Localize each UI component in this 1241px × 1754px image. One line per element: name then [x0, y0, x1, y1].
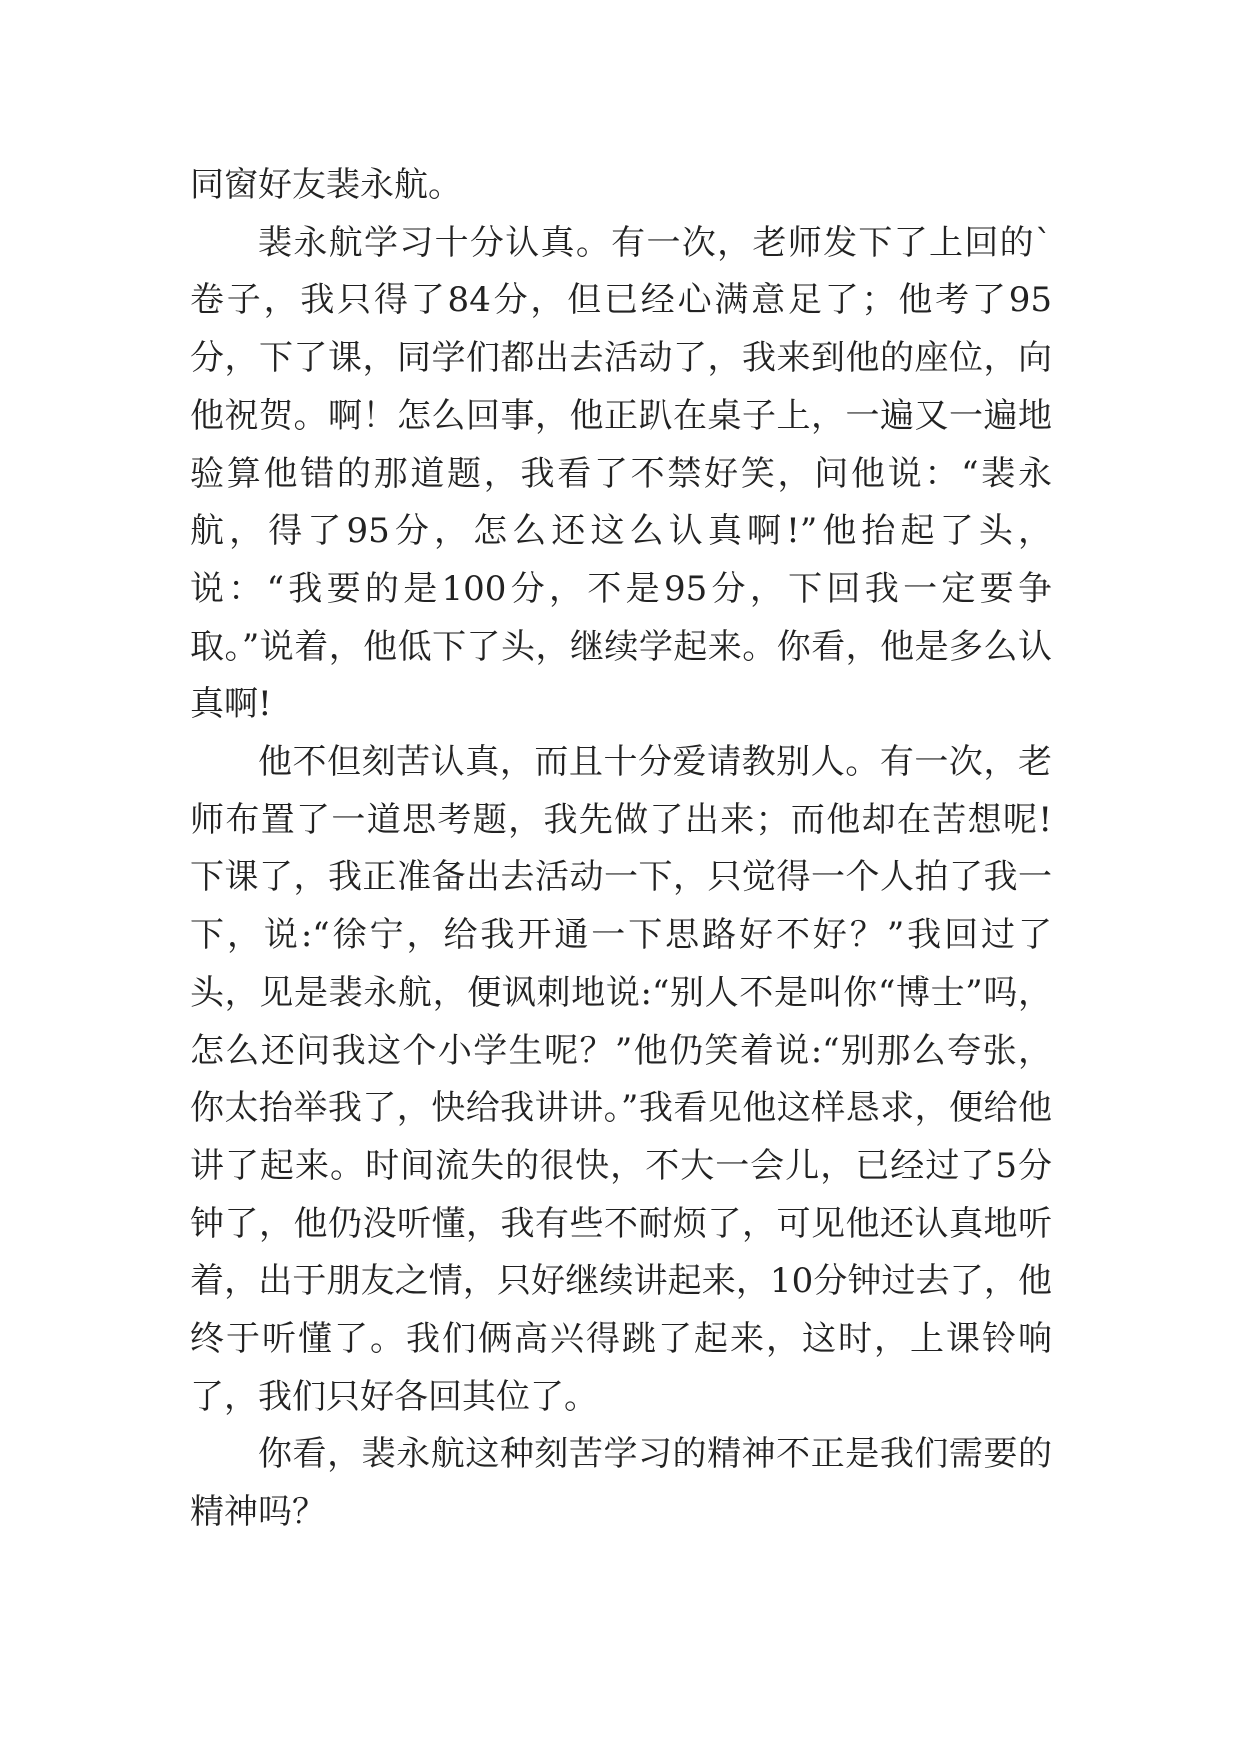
paragraph-4: 你看，裴永航这种刻苦学习的精神不正是我们需要的精神吗？ — [190, 1434, 1052, 1533]
document-body — [190, 157, 1052, 1542]
paragraph-3: 他不但刻苦认真，而且十分爱请教别人。有一次，老师布置了一道思考题，我先做了出来；而他却在苦想呢!下课了，我正准备出去活动一下，只觉得一个人拍了我一下，说:“徐宁，给我开通一下思路好不好？”我回过了头，见是裴永航，便讽刺地说:“别人不是叫你“博士”吗，怎么还问我这个小学生呢？”他仍笑着说:“别那么夸张，你太抬举我了，快给我讲讲。”我看见他这样恳求，便给他讲了起来。时间流失的很快，不大一会儿，已经过了5分钟了，他仍没听懂，我有些不耐烦了，可见他还认真地听着，出于朋友之情，只好继续讲起来，10分钟过去了，他终于听懂了。我们俩高兴得跳了起来，这时，上课铃响了，我们只好各回其位了。 — [190, 742, 1052, 1417]
paragraph-1: 同窗好友裴永航。 — [190, 165, 462, 205]
paragraph-2: 裴永航学习十分认真。有一次，老师发下了上回的`卷子，我只得了84分，但已经心满意足了；他考了95分，下了课，同学们都出去活动了，我来到他的座位，向他祝贺。啊！怎么回事，他正趴在桌子上，一遍又一遍地验算他错的那道题，我看了不禁好笑，问他说：“裴永航，得了95分，怎么还这么认真啊!”他抬起了头，说：“我要的是100分，不是95分，下回我一定要争取。”说着，他低下了头，继续学起来。你看，他是多么认真啊! — [190, 222, 1052, 725]
